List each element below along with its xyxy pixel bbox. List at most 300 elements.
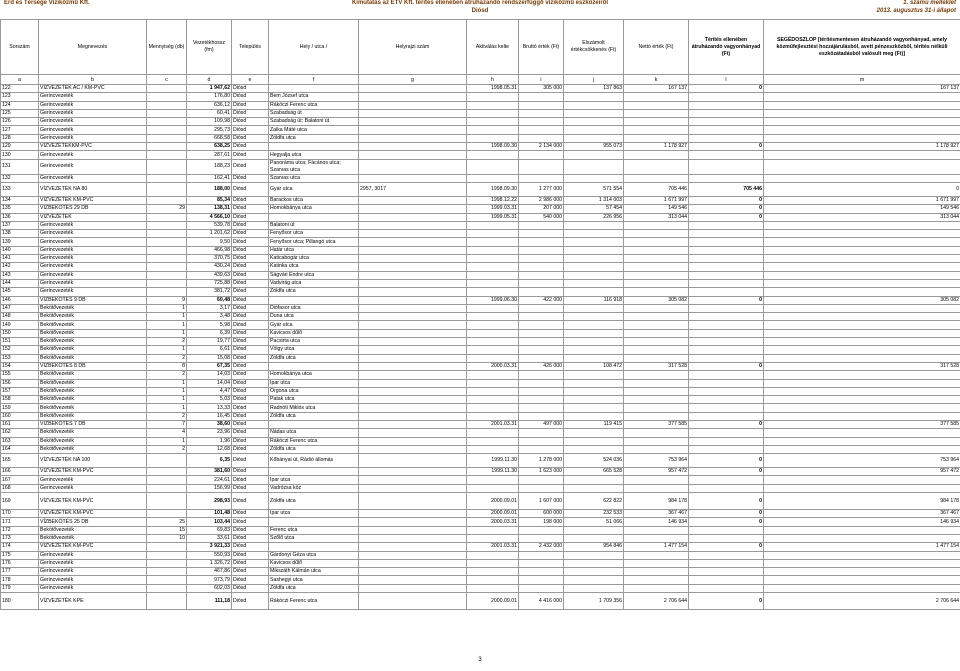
table-cell: Diósd [232, 484, 269, 492]
table-cell [359, 230, 467, 238]
table-cell [269, 296, 359, 304]
table-cell [624, 412, 689, 420]
table-cell: Diósd [232, 576, 269, 584]
table-cell [564, 101, 624, 109]
table-cell [624, 304, 689, 312]
table-cell [764, 221, 960, 229]
table-cell: 6,39 [187, 329, 232, 337]
table-cell: 305 082 [624, 296, 689, 304]
table-cell: 2 [147, 371, 187, 379]
table-cell [467, 109, 519, 117]
table-cell [359, 329, 467, 337]
table-cell: 176 [1, 559, 39, 567]
table-cell [764, 551, 960, 559]
table-cell: 2000.09.01 [467, 493, 519, 510]
table-cell: 295,73 [187, 126, 232, 134]
table-row [1, 484, 960, 492]
table-cell: Gerincvezeték [39, 109, 147, 117]
table-cell [359, 445, 467, 453]
table-cell [519, 134, 564, 142]
table-cell [519, 109, 564, 117]
table-cell: Diósd [232, 396, 269, 404]
table-cell: 1 709 356 [564, 593, 624, 610]
table-cell [689, 484, 764, 492]
table-cell [359, 371, 467, 379]
page-header [0, 0, 960, 18]
table-cell [147, 174, 187, 182]
table-cell [147, 126, 187, 134]
table-cell [147, 543, 187, 551]
table-cell: 955 073 [564, 143, 624, 151]
table-cell [359, 85, 467, 93]
table-cell [624, 118, 689, 126]
table-cell: 2000.03.31 [467, 518, 519, 526]
table-cell: Diósd [232, 593, 269, 610]
table-cell [624, 159, 689, 174]
table-cell [564, 279, 624, 287]
table-cell [467, 329, 519, 337]
table-cell [564, 354, 624, 362]
table-cell [564, 559, 624, 567]
table-cell [689, 230, 764, 238]
table-row [1, 263, 960, 271]
table-cell [519, 329, 564, 337]
table-cell [564, 118, 624, 126]
table-cell [519, 429, 564, 437]
table-cell: 130 [1, 151, 39, 159]
table-cell: Gerincvezeték [39, 568, 147, 576]
table-cell: 165 [1, 454, 39, 468]
table-cell: 85,34 [187, 196, 232, 204]
table-cell [359, 93, 467, 101]
table-cell: Gerincvezeték [39, 255, 147, 263]
table-cell [764, 445, 960, 453]
table-cell [689, 429, 764, 437]
table-cell [359, 420, 467, 428]
table-cell [359, 279, 467, 287]
table-cell: 156,99 [187, 484, 232, 492]
table-cell: 134 [1, 196, 39, 204]
table-cell [519, 526, 564, 534]
column-letter: c [147, 75, 187, 85]
table-cell: Diósd [232, 118, 269, 126]
table-cell: 60,48 [187, 296, 232, 304]
table-row [1, 230, 960, 238]
company-name: Érd és Térsége Víziközmű Kft. [4, 0, 90, 6]
table-cell: Panoráma utca; Fácános utca; Szarvas utca [269, 159, 359, 174]
table-cell [689, 304, 764, 312]
table-cell [624, 568, 689, 576]
table-cell: Bekötővezeték [39, 313, 147, 321]
table-cell [624, 321, 689, 329]
table-cell [359, 576, 467, 584]
table-cell: 10 [147, 534, 187, 542]
table-cell: Gerincvezeték [39, 484, 147, 492]
table-cell: 122 [1, 85, 39, 93]
table-cell [359, 159, 467, 174]
table-cell: 540 000 [519, 213, 564, 221]
table-cell: 1 201,62 [187, 230, 232, 238]
table-cell: Diósd [232, 109, 269, 117]
table-cell: Kőbányai út, Rádió állomás [269, 454, 359, 468]
table-row [1, 576, 960, 584]
table-cell [467, 159, 519, 174]
table-cell [467, 101, 519, 109]
table-cell [564, 304, 624, 312]
table-cell [359, 255, 467, 263]
table-cell [689, 118, 764, 126]
table-cell [564, 329, 624, 337]
table-cell: 467,86 [187, 568, 232, 576]
table-cell: 957 472 [624, 468, 689, 476]
table-cell: 109,98 [187, 118, 232, 126]
table-cell [624, 551, 689, 559]
table-cell: 145 [1, 288, 39, 296]
table-cell [624, 255, 689, 263]
table-row [1, 271, 960, 279]
table-cell: Gyár utca [269, 321, 359, 329]
table-cell [147, 493, 187, 510]
table-row [1, 255, 960, 263]
table-cell: Bekötővezeték [39, 445, 147, 453]
table-cell [467, 338, 519, 346]
table-cell: Bekötővezeték [39, 534, 147, 542]
table-cell [689, 534, 764, 542]
table-cell: 622 822 [564, 493, 624, 510]
table-cell: Gyár utca [269, 182, 359, 196]
table-cell: 602,03 [187, 584, 232, 592]
table-cell: 143 [1, 271, 39, 279]
table-cell [624, 584, 689, 592]
table-cell: 180 [1, 593, 39, 610]
table-cell: 2001.03.31 [467, 420, 519, 428]
table-cell: Diósd [232, 371, 269, 379]
table-cell: 313 044 [764, 213, 960, 221]
table-cell: Bekötővezeték [39, 371, 147, 379]
table-cell [359, 213, 467, 221]
table-cell: Gerincvezeték [39, 159, 147, 174]
table-cell: 1 671 997 [624, 196, 689, 204]
column-letter: f [269, 75, 359, 85]
table-cell: Diósd [232, 134, 269, 142]
table-cell: Diósd [232, 543, 269, 551]
table-cell [467, 576, 519, 584]
table-cell [147, 593, 187, 610]
table-cell [624, 576, 689, 584]
table-cell: 174 [1, 543, 39, 551]
table-cell [359, 151, 467, 159]
table-cell [467, 230, 519, 238]
table-cell: 6,61 [187, 346, 232, 354]
table-row [1, 387, 960, 395]
table-cell [564, 255, 624, 263]
table-cell [689, 159, 764, 174]
table-cell: Gerincvezeték [39, 263, 147, 271]
table-cell [764, 255, 960, 263]
table-cell [359, 437, 467, 445]
table-cell: Radnóti Miklós utca [269, 404, 359, 412]
table-cell [147, 151, 187, 159]
table-cell: 15,08 [187, 354, 232, 362]
table-cell [689, 584, 764, 592]
table-cell [467, 238, 519, 246]
table-cell: Katicabogár utca [269, 255, 359, 263]
table-cell: 1,96 [187, 437, 232, 445]
table-cell: VÍZVEZETÉK KM-PVC [39, 468, 147, 476]
table-cell [764, 371, 960, 379]
table-cell: Diósd [232, 454, 269, 468]
table-cell [519, 346, 564, 354]
table-cell: Rákóczi Ferenc utca [269, 101, 359, 109]
table-cell [467, 304, 519, 312]
table-cell: Vadvirág utca [269, 279, 359, 287]
table-cell: 954 846 [564, 543, 624, 551]
table-cell [564, 263, 624, 271]
table-cell: 33,61 [187, 534, 232, 542]
table-cell [467, 271, 519, 279]
table-cell: 2 [147, 354, 187, 362]
table-cell: 1 947,62 [187, 85, 232, 93]
table-cell: Bem József utca [269, 93, 359, 101]
table-cell [564, 230, 624, 238]
table-cell: 151 [1, 338, 39, 346]
table-cell [564, 109, 624, 117]
table-cell [359, 338, 467, 346]
table-row [1, 404, 960, 412]
table-cell [467, 354, 519, 362]
table-cell [564, 159, 624, 174]
table-cell: 131 [1, 159, 39, 174]
table-cell: Bekötővezeték [39, 412, 147, 420]
table-cell [359, 476, 467, 484]
table-cell: Gerincvezeték [39, 246, 147, 254]
table-cell [624, 151, 689, 159]
table-cell [764, 279, 960, 287]
table-cell [147, 255, 187, 263]
table-cell [519, 576, 564, 584]
table-cell: 108 472 [564, 362, 624, 370]
table-cell [359, 518, 467, 526]
table-cell [564, 534, 624, 542]
table-cell [147, 468, 187, 476]
table-cell: 1 [147, 329, 187, 337]
table-cell [764, 271, 960, 279]
table-cell: 1999.05.31 [467, 213, 519, 221]
table-cell: Diósd [232, 151, 269, 159]
table-cell: 705 446 [689, 182, 764, 196]
table-cell: 154 [1, 362, 39, 370]
table-cell [689, 526, 764, 534]
table-cell [359, 354, 467, 362]
table-cell: 426 000 [519, 362, 564, 370]
table-row [1, 543, 960, 551]
table-cell: 149 [1, 321, 39, 329]
table-cell [624, 429, 689, 437]
table-cell [689, 313, 764, 321]
table-cell: 636,12 [187, 101, 232, 109]
table-row [1, 238, 960, 246]
table-cell: 140 [1, 246, 39, 254]
table-cell: 1 477 154 [764, 543, 960, 551]
status-date: 2013. augusztus 31-i állapot [876, 8, 956, 14]
table-cell [519, 246, 564, 254]
table-cell [624, 526, 689, 534]
table-cell [359, 196, 467, 204]
table-cell: 1 [147, 387, 187, 395]
table-cell: 144 [1, 279, 39, 287]
table-cell: Bekötővezeték [39, 379, 147, 387]
table-cell: 539,78 [187, 221, 232, 229]
table-cell: Zalka Máté utca [269, 126, 359, 134]
table-cell [624, 476, 689, 484]
table-cell [467, 551, 519, 559]
table-cell [764, 379, 960, 387]
table-cell: Barackos utca [269, 196, 359, 204]
table-cell: 3 921,33 [187, 543, 232, 551]
table-cell: 133 [1, 182, 39, 196]
table-cell [359, 313, 467, 321]
table-row [1, 534, 960, 542]
table-cell: 298,93 [187, 493, 232, 510]
table-cell: 430,24 [187, 263, 232, 271]
table-cell [519, 437, 564, 445]
table-cell [764, 412, 960, 420]
table-cell: Gerincvezeték [39, 584, 147, 592]
table-cell [519, 387, 564, 395]
table-cell: 14,03 [187, 371, 232, 379]
table-cell [359, 205, 467, 213]
table-cell: 29 [147, 205, 187, 213]
table-cell: Duna utca [269, 313, 359, 321]
table-cell [467, 126, 519, 134]
table-cell: 2000.09.01 [467, 593, 519, 610]
table-cell [689, 221, 764, 229]
table-cell: Diósd [232, 526, 269, 534]
table-cell [624, 93, 689, 101]
table-cell [147, 196, 187, 204]
table-cell [359, 118, 467, 126]
table-cell [689, 445, 764, 453]
table-cell [764, 304, 960, 312]
table-cell: Ipar utca [269, 510, 359, 518]
column-header: Megnevezés [39, 20, 147, 75]
table-cell [269, 420, 359, 428]
table-row [1, 159, 960, 174]
table-cell [689, 238, 764, 246]
table-cell [689, 338, 764, 346]
table-cell: Katinka utca [269, 263, 359, 271]
table-cell: 116 918 [564, 296, 624, 304]
table-cell [519, 313, 564, 321]
table-body [1, 85, 960, 610]
table-cell: Gerincvezeték [39, 151, 147, 159]
table-cell [519, 338, 564, 346]
table-cell: VÍZBEKÖTÉS 9 DB [39, 296, 147, 304]
table-cell: Homokbánya utca [269, 371, 359, 379]
table-cell [764, 338, 960, 346]
table-cell: VÍZBEKÖTÉS 8 DB [39, 362, 147, 370]
table-cell: 164 [1, 445, 39, 453]
table-cell [564, 437, 624, 445]
table-cell: 146 934 [764, 518, 960, 526]
table-cell [764, 151, 960, 159]
table-cell: 149 546 [764, 205, 960, 213]
table-cell [564, 221, 624, 229]
table-cell: Patak utca [269, 396, 359, 404]
table-cell [467, 568, 519, 576]
table-cell [624, 174, 689, 182]
table-cell [519, 559, 564, 567]
table-cell [689, 346, 764, 354]
table-cell: Diósd [232, 230, 269, 238]
table-cell: Diósd [232, 174, 269, 182]
table-cell [764, 101, 960, 109]
table-cell [689, 387, 764, 395]
table-cell: Völgy utca [269, 346, 359, 354]
table-cell: Balatoni út [269, 221, 359, 229]
table-cell [467, 534, 519, 542]
table-cell [147, 263, 187, 271]
table-cell: 125 [1, 109, 39, 117]
table-cell [624, 271, 689, 279]
table-cell [359, 568, 467, 576]
table-cell: VÍZVEZETÉK KM-PVC [39, 510, 147, 518]
table-cell [624, 371, 689, 379]
page-number: 3 [478, 657, 482, 663]
table-cell: Gerincvezeték [39, 576, 147, 584]
table-cell [689, 151, 764, 159]
column-letter: m [764, 75, 960, 85]
table-cell: 67,35 [187, 362, 232, 370]
table-cell [624, 379, 689, 387]
table-cell [689, 279, 764, 287]
table-cell: 1 [147, 304, 187, 312]
table-cell: VÍZVEZETÉK KPE [39, 593, 147, 610]
table-cell: 166 [1, 468, 39, 476]
table-row [1, 468, 960, 476]
table-row [1, 126, 960, 134]
table-cell: 4,47 [187, 387, 232, 395]
table-cell: 168 [1, 484, 39, 492]
table-cell: Bekötővezeték [39, 404, 147, 412]
table-cell: 1 178 927 [624, 143, 689, 151]
table-cell: 129 [1, 143, 39, 151]
table-cell [359, 271, 467, 279]
table-cell: 1 [147, 346, 187, 354]
table-row [1, 134, 960, 142]
table-cell [624, 134, 689, 142]
table-cell [519, 279, 564, 287]
table-cell [147, 246, 187, 254]
table-cell: 1 671 997 [764, 196, 960, 204]
table-cell: 1 [147, 437, 187, 445]
table-cell: Diósd [232, 510, 269, 518]
table-cell: Diósd [232, 143, 269, 151]
table-cell [269, 143, 359, 151]
table-cell: 0 [689, 593, 764, 610]
table-cell: Ságvári Endre utca [269, 271, 359, 279]
table-cell: 161 [1, 420, 39, 428]
table-cell: VÍZVEZETÉK NA 100 [39, 454, 147, 468]
table-cell: 4 566,10 [187, 213, 232, 221]
table-cell [269, 518, 359, 526]
table-cell: 160 [1, 412, 39, 420]
table-cell [359, 412, 467, 420]
table-cell: 7 [147, 420, 187, 428]
table-row [1, 379, 960, 387]
table-cell: Bekötővezeték [39, 354, 147, 362]
table-cell [147, 568, 187, 576]
